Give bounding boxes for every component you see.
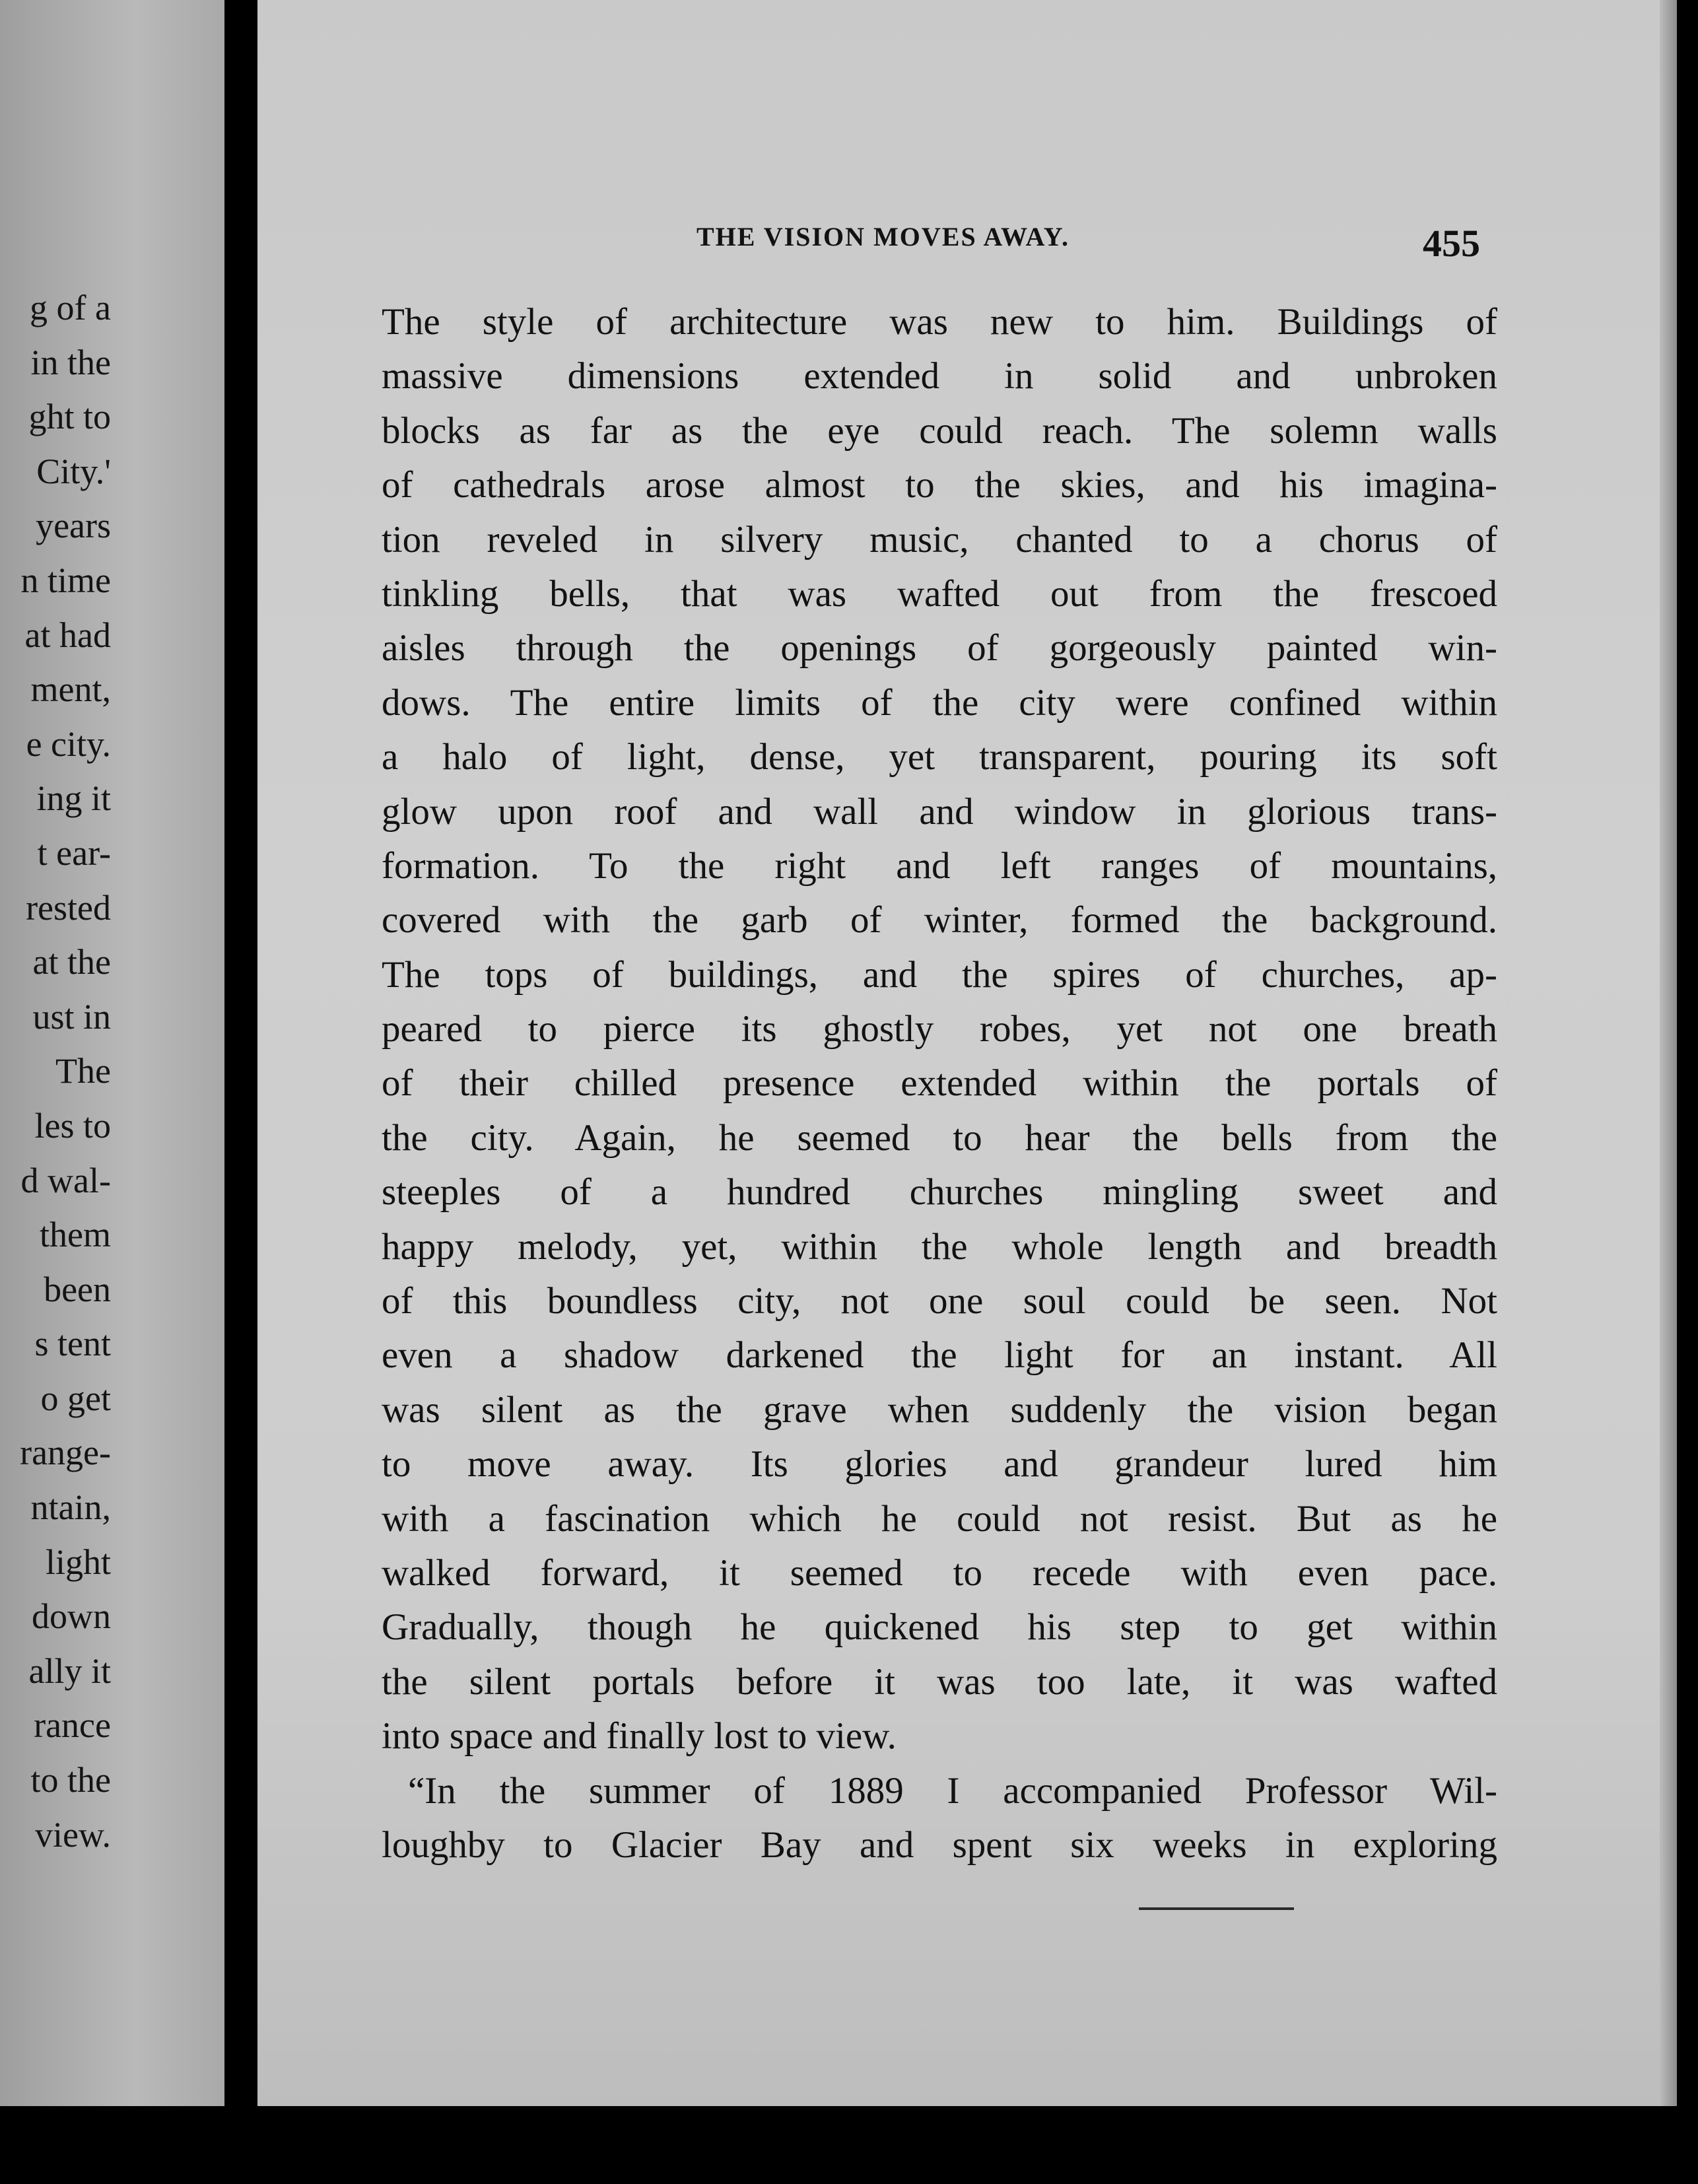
- facing-page-line: ing it: [36, 778, 111, 819]
- book-spine-gutter: [224, 0, 257, 2184]
- running-head: THE VISION MOVES AWAY.: [696, 222, 1070, 252]
- facing-page-line: in the: [30, 342, 111, 382]
- facing-page-line: s tent: [34, 1324, 111, 1364]
- text-line: of their chilled presence extended within the portals of: [382, 1062, 1497, 1105]
- text-line: the silent portals before it was too late, it was wafted: [382, 1660, 1497, 1703]
- facing-page-line: range-: [20, 1433, 111, 1473]
- text-line: a halo of light, dense, yet transparent, pouring its soft: [382, 736, 1497, 778]
- facing-page-line: light: [45, 1542, 111, 1582]
- facing-page-line: d wal-: [20, 1160, 111, 1200]
- facing-page-line: City.': [36, 451, 111, 491]
- text-line: walked forward, it seemed to recede with even pace.: [382, 1552, 1497, 1594]
- text-line: peared to pierce its ghostly robes, yet not one breath: [382, 1008, 1497, 1050]
- facing-page-line: n time: [20, 560, 111, 600]
- facing-page-line: e city.: [26, 724, 111, 764]
- text-line: blocks as far as the eye could reach. The solemn walls: [382, 409, 1497, 452]
- footer-rule: [1139, 1907, 1294, 1910]
- facing-page-line: o get: [40, 1378, 111, 1418]
- text-line: The style of architecture was new to him. Buildings of: [382, 301, 1497, 343]
- text-line: the city. Again, he seemed to hear the bells from the: [382, 1116, 1497, 1159]
- facing-page-line: ment,: [30, 669, 111, 710]
- text-line: with a fascination which he could not resist. But as he: [382, 1497, 1497, 1540]
- text-line: “In the summer of 1889 I accompanied Professor Wil-: [408, 1769, 1497, 1812]
- scan-border-right: [1677, 0, 1698, 2184]
- text-line: formation. To the right and left ranges of mountains,: [382, 844, 1497, 887]
- facing-page-line: The: [55, 1051, 111, 1091]
- facing-page-line: ntain,: [30, 1487, 111, 1528]
- facing-page-line: rance: [34, 1705, 111, 1746]
- facing-page-text: [20, 281, 111, 1862]
- text-line: covered with the garb of winter, formed the background.: [382, 899, 1497, 941]
- text-line: of this boundless city, not one soul could be seen. Not: [382, 1280, 1497, 1322]
- facing-page-line: rested: [26, 887, 111, 928]
- text-line: The tops of buildings, and the spires of churches, ap-: [382, 953, 1497, 996]
- facing-page-line: les to: [34, 1105, 111, 1145]
- text-line: into space and finally lost to view.: [382, 1715, 897, 1757]
- text-line: happy melody, yet, within the whole length and breadth: [382, 1225, 1497, 1268]
- scan-border-bottom: [0, 2106, 1698, 2184]
- facing-page-line: at the: [32, 942, 111, 982]
- facing-page-line: ust in: [32, 996, 111, 1037]
- facing-page-line: view.: [35, 1814, 111, 1855]
- text-line: tion reveled in silvery music, chanted to a chorus of: [382, 518, 1497, 561]
- text-line: massive dimensions extended in solid and unbroken: [382, 355, 1497, 397]
- facing-page-line: been: [44, 1269, 111, 1309]
- text-line: to move away. Its glories and grandeur lured him: [382, 1443, 1497, 1485]
- facing-page-line: years: [36, 506, 111, 546]
- text-line: glow upon roof and wall and window in glorious trans-: [382, 790, 1497, 833]
- page-number: 455: [1423, 222, 1480, 265]
- page-body-text: [382, 295, 1497, 1872]
- text-line: of cathedrals arose almost to the skies, and his imagina-: [382, 464, 1497, 506]
- text-line: steeples of a hundred churches mingling sweet and: [382, 1171, 1497, 1213]
- facing-page-line: ght to: [28, 397, 111, 437]
- text-line: loughby to Glacier Bay and spent six weeks in exploring: [382, 1824, 1497, 1866]
- facing-page-line: down: [32, 1596, 111, 1637]
- text-line: tinkling bells, that was wafted out from the frescoed: [382, 572, 1497, 615]
- facing-page-line: g of a: [30, 288, 111, 327]
- text-line: Gradually, though he quickened his step to get within: [382, 1606, 1497, 1649]
- text-line: even a shadow darkened the light for an instant. All: [382, 1334, 1497, 1377]
- facing-page-line: to the: [30, 1760, 111, 1800]
- facing-page-fragment: [0, 0, 224, 2106]
- text-line: aisles through the openings of gorgeously painted win-: [382, 627, 1497, 669]
- text-line: dows. The entire limits of the city were confined within: [382, 681, 1497, 724]
- facing-page-line: t ear-: [37, 833, 111, 873]
- facing-page-line: at had: [24, 615, 111, 655]
- facing-page-line: them: [40, 1215, 111, 1255]
- text-line: was silent as the grave when suddenly the vision began: [382, 1388, 1497, 1431]
- page-edge-shadow: [1660, 0, 1677, 2106]
- facing-page-line: ally it: [28, 1651, 111, 1691]
